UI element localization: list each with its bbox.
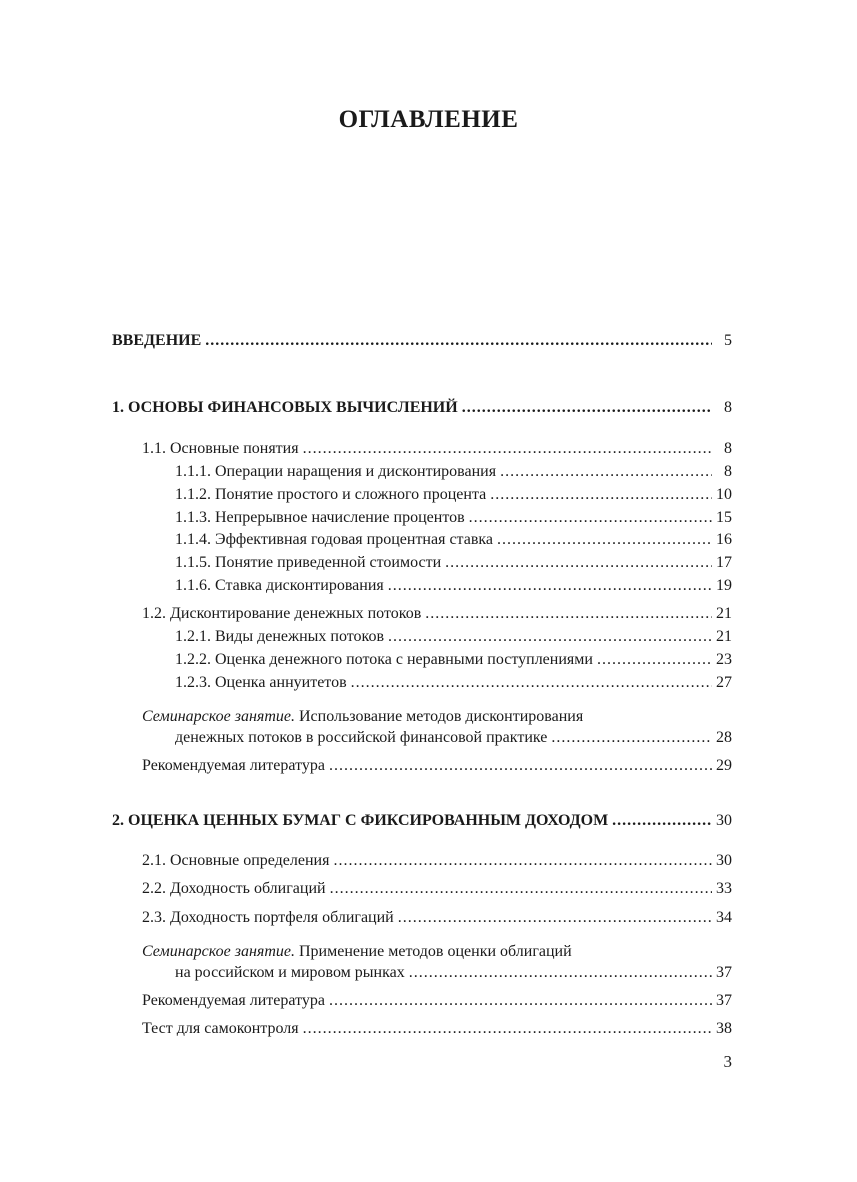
toc-entry-page: 8 [724, 463, 732, 480]
toc-entry-label: 1.2.2. Оценка денежного потока с неравными поступлениями [175, 651, 593, 668]
toc-section-2-2[interactable] [142, 879, 732, 899]
toc-entry-page: 10 [716, 486, 732, 503]
toc-entry-page: 21 [716, 605, 732, 622]
toc-entry-label: 1.1.5. Понятие приведенной стоимости [175, 554, 442, 571]
dot-leader [329, 756, 712, 776]
toc-entry-label: 2.1. Основные определения [142, 852, 330, 869]
toc-section-2-3[interactable] [142, 908, 732, 928]
toc-entry-page: 5 [724, 332, 732, 349]
toc-subsection-1-2-2[interactable] [175, 650, 732, 670]
toc-entry-page: 23 [716, 651, 732, 668]
toc-subsection-1-2-3[interactable] [175, 673, 732, 693]
toc-subsection-1-1-1[interactable] [175, 462, 732, 482]
toc-seminar-1[interactable] [175, 728, 732, 748]
dot-leader [469, 508, 712, 528]
toc-entry-page: 38 [716, 1020, 732, 1037]
page-title: ОГЛАВЛЕНИЕ [338, 106, 519, 133]
toc-entry-label: 2.3. Доходность портфеля облигаций [142, 909, 394, 926]
toc-subsection-1-1-3[interactable] [175, 508, 732, 528]
toc-literature-2[interactable] [142, 991, 732, 1011]
toc-entry-page: 15 [716, 509, 732, 526]
toc-entry-label: ВВЕДЕНИЕ [112, 332, 202, 349]
dot-leader [409, 963, 712, 983]
toc-seminar-2[interactable] [175, 963, 732, 983]
toc-entry-label: Рекомендуемая литература [142, 992, 325, 1009]
toc-seminar-2-first-line[interactable] [142, 942, 572, 962]
toc-entry-label: 1.2.3. Оценка аннуитетов [175, 674, 347, 691]
toc-seminar-1-first-line[interactable] [142, 707, 583, 727]
dot-leader [303, 439, 712, 459]
toc-section-2-1[interactable] [142, 851, 732, 871]
toc-entry-page: 8 [724, 399, 732, 416]
toc-entry-label: 1.1.4. Эффективная годовая процентная ставка [175, 531, 494, 548]
toc-entry-page: 27 [716, 674, 732, 691]
seminar-prefix: Семинарское занятие. [142, 943, 295, 960]
toc-section-1-1[interactable] [142, 439, 732, 459]
seminar-title-part: Использование методов дисконтирования [298, 708, 584, 725]
dot-leader [445, 553, 712, 573]
toc-entry-label: 1.1.6. Ставка дисконтирования [175, 577, 384, 594]
toc-chapter-1[interactable] [112, 398, 732, 418]
dot-leader [462, 398, 712, 418]
toc-entry-page: 34 [716, 909, 732, 926]
toc-chapter-2[interactable] [112, 811, 732, 831]
toc-entry-label: 1.1.2. Понятие простого и сложного процента [175, 486, 487, 503]
toc-literature-1[interactable] [142, 756, 732, 776]
dot-leader [351, 673, 712, 693]
toc-entry-page: 19 [716, 577, 732, 594]
toc-entry-label: 2. ОЦЕНКА ЦЕННЫХ БУМАГ С ФИКСИРОВАННЫМ ДОХОДОМ [112, 812, 609, 829]
toc-entry-page: 33 [716, 880, 732, 897]
toc-subsection-1-1-6[interactable] [175, 576, 732, 596]
toc-entry-page: 28 [716, 729, 732, 746]
toc-entry-label: Тест для самоконтроля [142, 1020, 299, 1037]
dot-leader [333, 851, 712, 871]
dot-leader [388, 627, 712, 647]
toc-entry-label: 1.1.1. Операции наращения и дисконтирования [175, 463, 497, 480]
toc-entry-page: 30 [716, 812, 732, 829]
toc-subsection-1-2-1[interactable] [175, 627, 732, 647]
dot-leader [388, 576, 712, 596]
seminar-title-part: Применение методов оценки облигаций [298, 943, 572, 960]
toc-entry-page: 30 [716, 852, 732, 869]
toc-subsection-1-1-5[interactable] [175, 553, 732, 573]
toc-subsection-1-1-4[interactable] [175, 530, 732, 550]
dot-leader [205, 331, 712, 351]
toc-entry-label: денежных потоков в российской финансовой практике [175, 729, 548, 746]
dot-leader [551, 728, 712, 748]
toc-entry-label: 1.1.3. Непрерывное начисление процентов [175, 509, 465, 526]
toc-entry-label: 1.2. Дисконтирование денежных потоков [142, 605, 422, 622]
toc-entry-page: 8 [724, 440, 732, 457]
dot-leader [497, 530, 712, 550]
toc-entry-page: 21 [716, 628, 732, 645]
dot-leader [329, 991, 712, 1011]
dot-leader [612, 811, 712, 831]
toc-entry-label: Рекомендуемая литература [142, 757, 325, 774]
seminar-prefix: Семинарское занятие. [142, 708, 295, 725]
toc-entry-label: 2.2. Доходность облигаций [142, 880, 326, 897]
toc-entry-page: 37 [716, 992, 732, 1009]
toc-entry-page: 16 [716, 531, 732, 548]
toc-subsection-1-1-2[interactable] [175, 485, 732, 505]
toc-entry-label: 1.2.1. Виды денежных потоков [175, 628, 385, 645]
toc-entry-page: 37 [716, 964, 732, 981]
toc-entry-label: 1. ОСНОВЫ ФИНАНСОВЫХ ВЫЧИСЛЕНИЙ [112, 399, 458, 416]
dot-leader [398, 908, 712, 928]
dot-leader [500, 462, 712, 482]
dot-leader [490, 485, 712, 505]
dot-leader [425, 604, 712, 624]
page-number: 3 [723, 1052, 732, 1071]
toc-entry-label: 1.1. Основные понятия [142, 440, 299, 457]
dot-leader [303, 1019, 712, 1039]
toc-entry-page: 29 [716, 757, 732, 774]
dot-leader [330, 879, 712, 899]
toc-entry-intro[interactable] [112, 331, 732, 351]
toc-entry-label: на российском и мировом рынках [175, 964, 405, 981]
dot-leader [597, 650, 712, 670]
toc-section-1-2[interactable] [142, 604, 732, 624]
toc-self-test[interactable] [142, 1019, 732, 1039]
toc-entry-page: 17 [716, 554, 732, 571]
